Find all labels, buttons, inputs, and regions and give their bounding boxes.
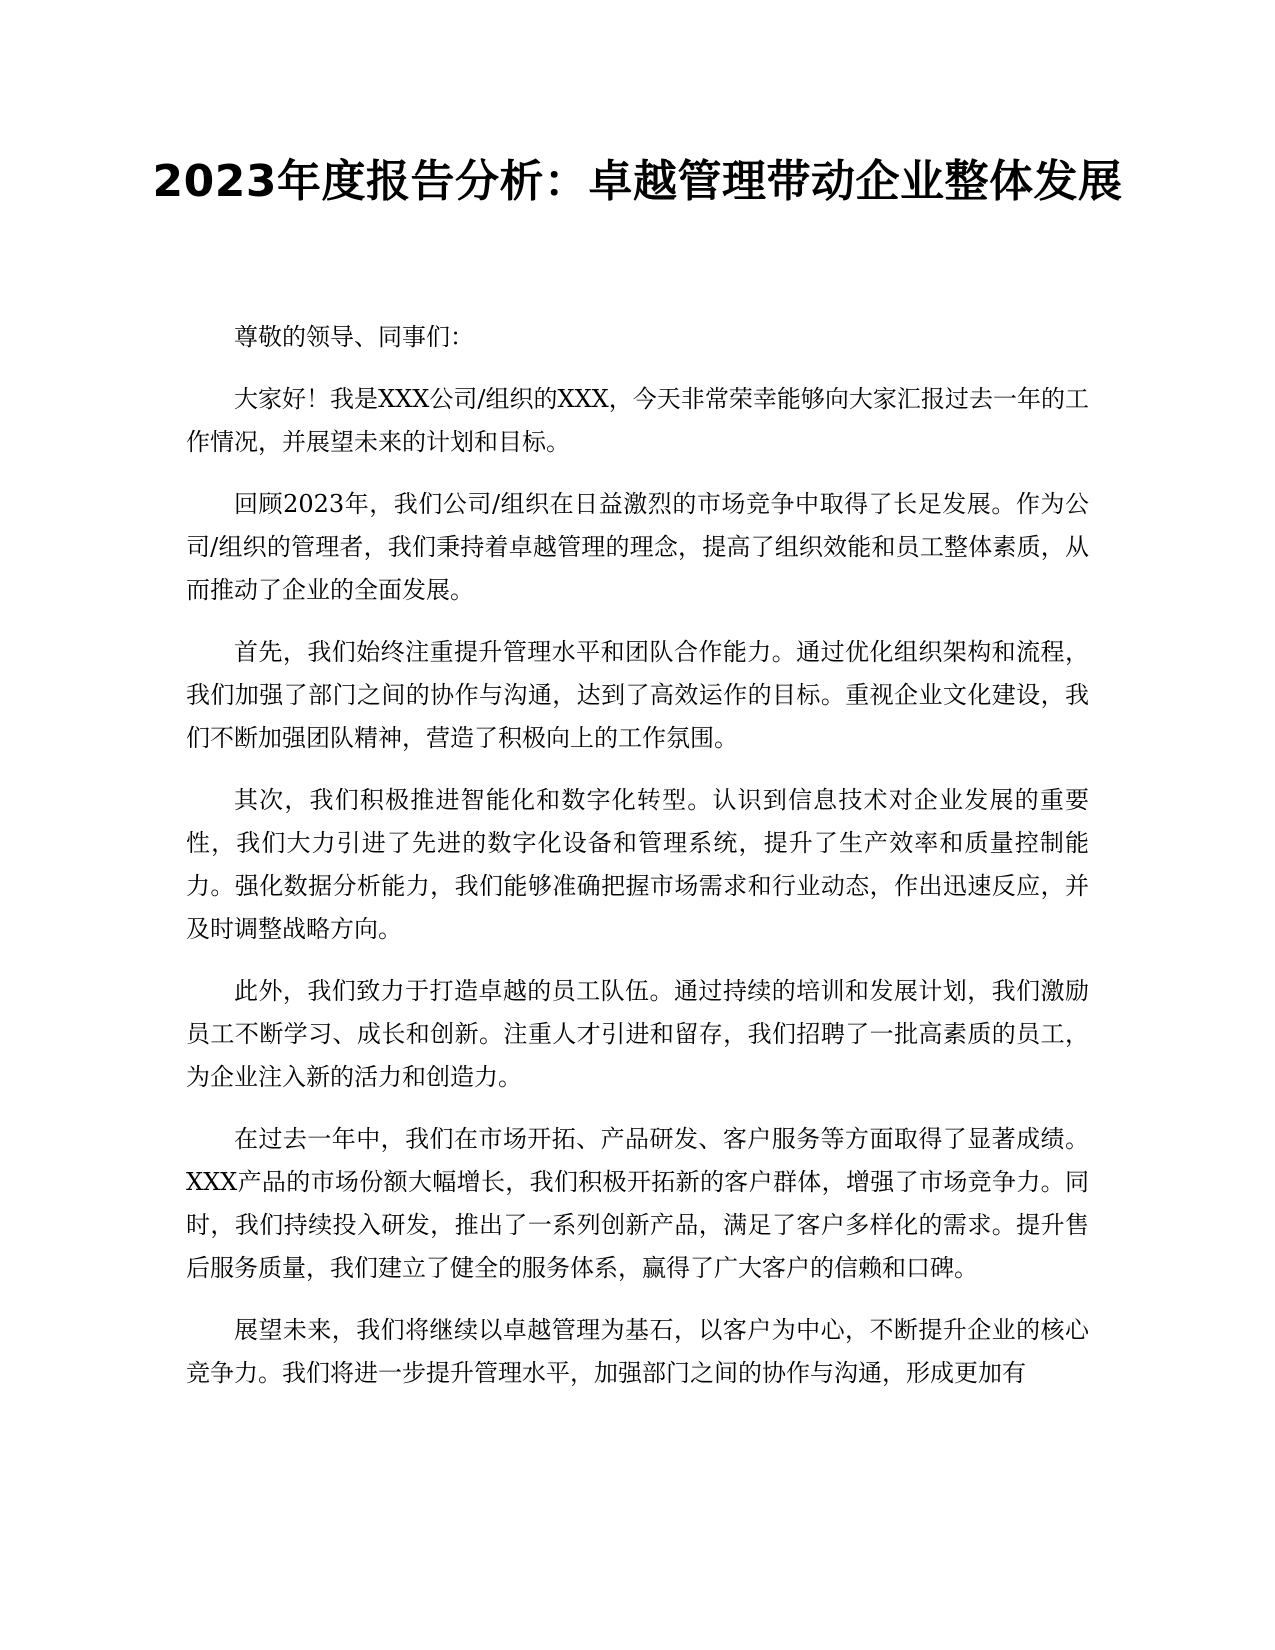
- document-title: 2023年度报告分析：卓越管理带动企业整体发展: [152, 156, 1123, 207]
- digital-transformation-paragraph: 其次，我们积极推进智能化和数字化转型。认识到信息技术对企业发展的重要性，我们大力引进了先进的数字化设备和管理系统，提升了生产效率和质量控制能力。强化数据分析能力，我们能够准确把握市场需求和行业动态，作出迅速反应，并及时调整战略方向。: [186, 786, 1089, 943]
- salutation-paragraph: 尊敬的领导、同事们：: [234, 323, 474, 351]
- document-body: [186, 316, 1089, 1414]
- review-paragraph: 回顾2023年，我们公司/组织在日益激烈的市场竞争中取得了长足发展。作为公司/组织的管理者，我们秉持着卓越管理的理念，提高了组织效能和员工整体素质，从而推动了企业的全面发展。: [186, 490, 1089, 604]
- workforce-paragraph: 此外，我们致力于打造卓越的员工队伍。通过持续的培训和发展计划，我们激励员工不断学习、成长和创新。注重人才引进和留存，我们招聘了一批高素质的员工，为企业注入新的活力和创造力。: [186, 977, 1089, 1091]
- management-paragraph: 首先，我们始终注重提升管理水平和团队合作能力。通过优化组织架构和流程，我们加强了部门之间的协作与沟通，达到了高效运作的目标。重视企业文化建设，我们不断加强团队精神，营造了积极向上的工作氛围。: [186, 638, 1089, 752]
- greeting-paragraph: 大家好！我是XXX公司/组织的XXX，今天非常荣幸能够向大家汇报过去一年的工作情况，并展望未来的计划和目标。: [186, 385, 1089, 456]
- achievements-paragraph: 在过去一年中，我们在市场开拓、产品研发、客户服务等方面取得了显著成绩。XXX产品的市场份额大幅增长，我们积极开拓新的客户群体，增强了市场竞争力。同时，我们持续投入研发，推出了一系列创新产品，满足了客户多样化的需求。提升售后服务质量，我们建立了健全的服务体系，赢得了广大客户的信赖和口碑。: [186, 1125, 1089, 1282]
- outlook-paragraph: 展望未来，我们将继续以卓越管理为基石，以客户为中心，不断提升企业的核心竞争力。我们将进一步提升管理水平，加强部门之间的协作与沟通，形成更加有: [186, 1316, 1089, 1387]
